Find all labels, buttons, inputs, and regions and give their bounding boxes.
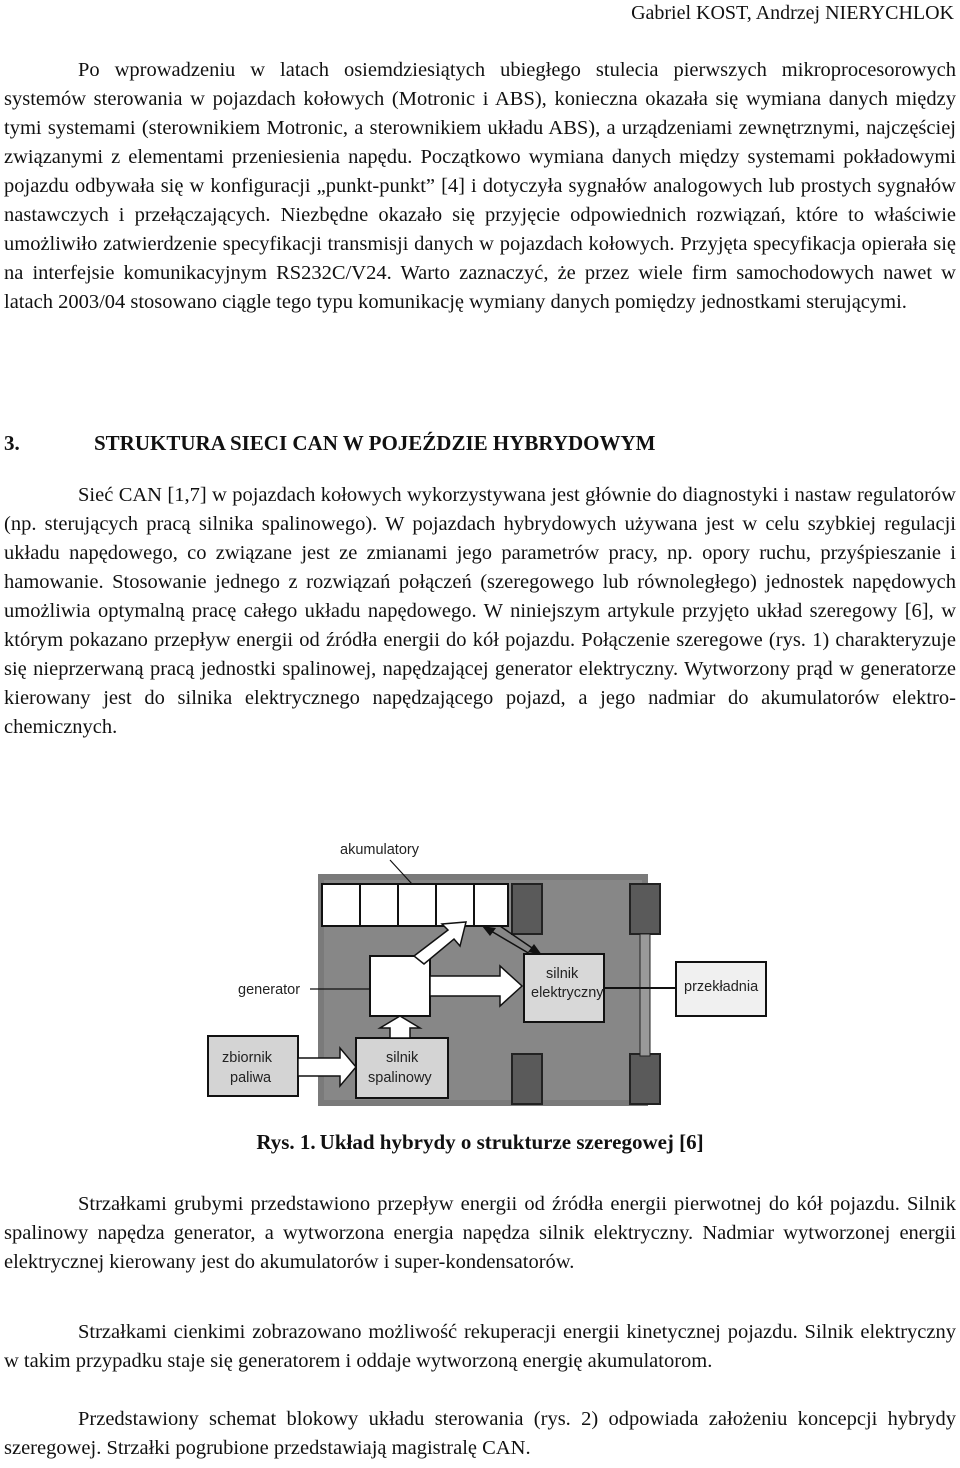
figure-caption-text: Układ hybrydy o strukturze szeregowej [6]	[319, 1130, 704, 1154]
label-silnik-spalinowy-1: silnik	[386, 1050, 419, 1066]
generator-block	[370, 956, 430, 1016]
label-akumulatory: akumulatory	[340, 842, 419, 858]
section-heading	[4, 428, 656, 458]
figure-caption-label: Rys. 1.	[256, 1130, 316, 1154]
label-zbiornik-1: zbiornik	[222, 1050, 272, 1066]
label-zbiornik-2: paliwa	[230, 1070, 272, 1086]
wheel-rear-right	[512, 1054, 542, 1104]
section-number: 3.	[4, 431, 20, 455]
akumulatory-block	[322, 884, 508, 926]
label-silnik-elektryczny-1: silnik	[546, 966, 579, 982]
label-generator: generator	[238, 982, 301, 998]
zbiornik-paliwa-block	[208, 1036, 298, 1096]
page-header-authors: Gabriel KOST, Andrzej NIERYCHLOK	[631, 2, 954, 24]
wheel-rear-left	[512, 884, 542, 934]
wheel-front-left	[630, 884, 660, 934]
figure-caption	[0, 1127, 960, 1157]
paragraph-thin-arrows: Strzałkami cienkimi zobrazowano możliwość rekuperacji energii kinetycznej pojazdu. Silnik elektryczny w takim przypadku staje się generatorem i oddaje wytworzoną energię akumulatorom.	[4, 1321, 956, 1372]
figure-hybrid-series-diagram	[200, 826, 770, 1116]
silnik-spalinowy-block	[356, 1038, 448, 1098]
section-title: STRUKTURA SIECI CAN W POJEŹDZIE HYBRYDOWYM	[94, 431, 656, 455]
label-przekladnia: przekładnia	[684, 979, 759, 995]
paragraph-intro: Po wprowadzeniu w latach osiemdziesiątych ubiegłego stulecia pierwszych mikroprocesorowych systemów sterowania w pojazdach kołowych (Motronic i ABS), konieczna okazała się wymiana danych między tymi systemami (sterownikiem Motronic, a sterownikiem układu ABS), a urządzeniami zewnętrznymi, najczęściej związanymi z elementami przeniesienia napędu. Początkowo wymiana danych między systemami pokładowymi pojazdu odbywała się w konfiguracji „punkt-punkt” [4] i dotyczyła sygnałów analogowych lub prostych sygnałów nastawczych i przełączających. Niezbędne okazało się przyjęcie odpowiednich rozwiązań, które to właściwie umożliwiło zatwierdzenie specyfikacji transmisji danych w pojazdach kołowych. Przyjęta specyfikacja opierała się na interfejsie komunikacyjnym RS232C/V24. Warto zaznaczyć, że przez wiele firm samochodowych nawet w latach 2003/04 stosowano ciągle tego typu komunikację wymiany danych pomiędzy jednostkami sterującymi.	[4, 59, 956, 313]
paragraph-thick-arrows: Strzałkami grubymi przedstawiono przepływ energii od źródła energii pierwotnej do kół pojazdu. Silnik spalinowy napędza generator, a wytworzona energia napędza silnik elektryczny. Nadmiar wytworzonej energii elektrycznej kierowany jest do akumulatorów i super-kondensatorów.	[4, 1193, 956, 1273]
label-silnik-spalinowy-2: spalinowy	[368, 1070, 432, 1086]
label-silnik-elektryczny-2: elektryczny	[531, 985, 604, 1001]
paragraph-block-diagram: Przedstawiony schemat blokowy układu sterowania (rys. 2) odpowiada założeniu koncepcji hybrydy szeregowej. Strzałki pogrubione przedstawiają magistralę CAN.	[4, 1408, 956, 1459]
paragraph-can-network: Sieć CAN [1,7] w pojazdach kołowych wykorzystywana jest głównie do diagnostyki i nastaw regulatorów (np. sterujących pracą silnika spalinowego). W pojazdach hybrydowych używana jest w celu szybkiej regulacji układu napędowego, co związane jest ze zmianami jego parametrów pracy, np. opory ruchu, przyśpieszanie i hamowanie. Stosowanie jednego z rozwiązań połączeń (szeregowego lub równoległego) jednostek napędowych umożliwia optymalną pracę całego układu napędowego. W niniejszym artykule przyjęto układ szeregowy [6], w którym pokazano przepływ energii od źródła energii do kół pojazdu. Połączenie szeregowe (rys. 1) charakteryzuje się nieprzerwaną pracą jednostki spalinowej, napędzającej generator elektryczny. Wytworzony prąd w generatorze kierowany jest do silnika elektrycznego napędzającego pojazd, a jego nadmiar do akumulatorów elektro-chemicznych.	[4, 484, 956, 738]
wheel-front-right	[630, 1054, 660, 1104]
axle	[640, 934, 650, 1056]
